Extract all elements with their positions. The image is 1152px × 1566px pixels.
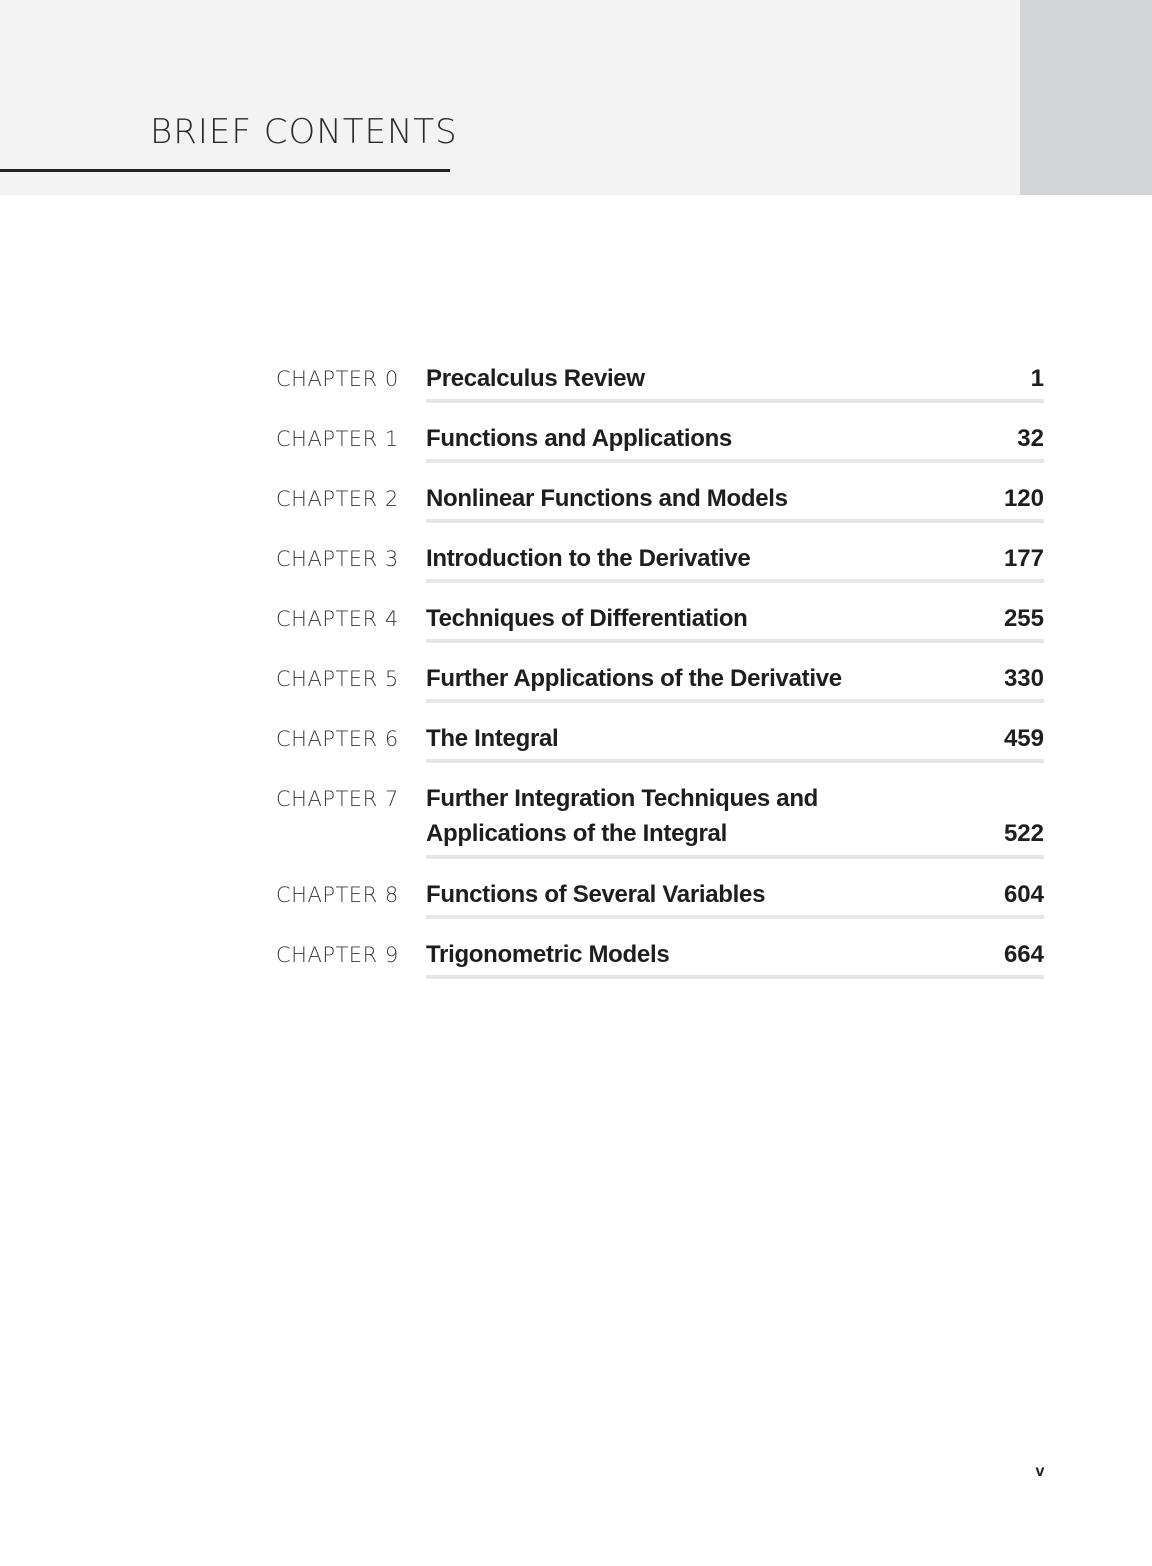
chapter-title <box>426 721 896 756</box>
chapter-label: CHAPTER 2 <box>276 487 399 511</box>
toc-row-chapter-2[interactable] <box>276 475 1044 535</box>
row-divider <box>426 915 1044 919</box>
toc-row-chapter-6[interactable] <box>276 715 1044 775</box>
chapter-label: CHAPTER 8 <box>276 883 399 907</box>
chapter-label: CHAPTER 0 <box>276 367 399 391</box>
toc-row-chapter-7[interactable] <box>276 775 1044 871</box>
title-rule <box>0 169 450 172</box>
chapter-title-line: Techniques of Differentiation <box>426 605 748 632</box>
row-divider <box>426 855 1044 859</box>
chapter-title-line: Introduction to the Derivative <box>426 545 751 572</box>
row-divider <box>426 639 1044 643</box>
row-divider <box>426 459 1044 463</box>
row-divider <box>426 579 1044 583</box>
chapter-title-line: The Integral <box>426 725 559 752</box>
toc-row-chapter-3[interactable] <box>276 535 1044 595</box>
toc-row-chapter-1[interactable] <box>276 415 1044 475</box>
chapter-title-line: Functions of Several Variables <box>426 881 766 908</box>
chapter-title-line: Further Applications of the Derivative <box>426 665 842 692</box>
chapter-label: CHAPTER 7 <box>276 787 399 811</box>
toc-row-chapter-9[interactable] <box>276 931 1044 991</box>
page-number: v <box>1035 1463 1045 1480</box>
chapter-page-number: 604 <box>1003 881 1044 908</box>
row-divider <box>426 399 1044 403</box>
chapter-label: CHAPTER 4 <box>276 607 399 631</box>
chapter-title <box>426 541 896 576</box>
chapter-page-number: 177 <box>1003 545 1044 572</box>
row-divider <box>426 519 1044 523</box>
toc-row-chapter-8[interactable] <box>276 871 1044 931</box>
chapter-page-number: 664 <box>1003 941 1044 968</box>
chapter-title <box>426 601 896 636</box>
chapter-title <box>426 481 896 516</box>
chapter-title-line: Nonlinear Functions and Models <box>426 485 788 512</box>
chapter-page-number: 1 <box>1030 365 1044 392</box>
chapter-title-line: Further Integration Techniques and <box>426 785 819 812</box>
chapter-label: CHAPTER 6 <box>276 727 399 751</box>
page-title: BRIEF CONTENTS <box>150 112 458 152</box>
chapter-title <box>426 781 896 851</box>
chapter-label: CHAPTER 1 <box>276 427 399 451</box>
chapter-page-number: 522 <box>1003 820 1044 847</box>
row-divider <box>426 975 1044 979</box>
toc-row-chapter-5[interactable] <box>276 655 1044 715</box>
chapter-label: CHAPTER 5 <box>276 667 399 691</box>
chapter-title-line: Trigonometric Models <box>426 941 670 968</box>
header-tab <box>1020 0 1152 195</box>
chapter-title <box>426 877 896 912</box>
toc-row-chapter-0[interactable] <box>276 355 1044 415</box>
chapter-label: CHAPTER 3 <box>276 547 399 571</box>
row-divider <box>426 699 1044 703</box>
chapter-page-number: 32 <box>1017 425 1044 452</box>
chapter-title <box>426 661 896 696</box>
chapter-title <box>426 361 896 396</box>
chapter-title-line: Functions and Applications <box>426 425 732 452</box>
header-band <box>0 0 1020 195</box>
chapter-title <box>426 937 896 972</box>
chapter-page-number: 255 <box>1003 605 1044 632</box>
chapter-page-number: 330 <box>1003 665 1044 692</box>
chapter-page-number: 120 <box>1003 485 1044 512</box>
chapter-title <box>426 421 896 456</box>
toc-row-chapter-4[interactable] <box>276 595 1044 655</box>
chapter-title-line: Precalculus Review <box>426 365 645 392</box>
chapter-label: CHAPTER 9 <box>276 943 399 967</box>
chapter-page-number: 459 <box>1003 725 1044 752</box>
table-of-contents <box>276 355 1044 991</box>
chapter-title-line: Applications of the Integral <box>426 820 727 847</box>
row-divider <box>426 759 1044 763</box>
